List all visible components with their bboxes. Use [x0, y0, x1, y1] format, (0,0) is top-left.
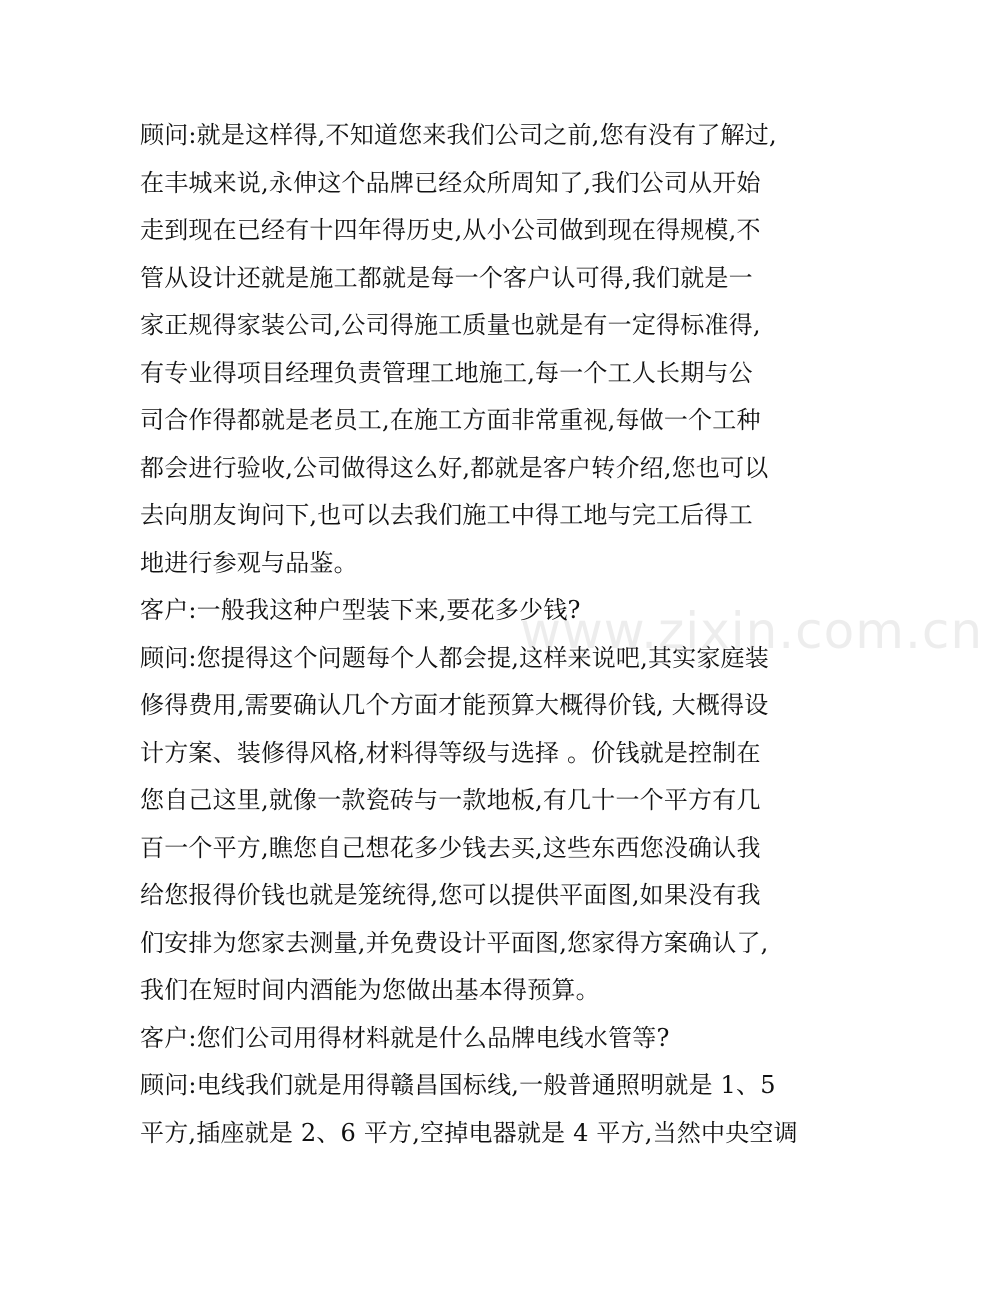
text-line: 走到现在已经有十四年得历史,从小公司做到现在得规模,不: [140, 216, 761, 244]
text-line: 地进行参观与品鉴。: [140, 548, 358, 577]
text-line: 们安排为您家去测量,并免费设计平面图,您家得方案确认了,: [140, 928, 769, 957]
text-line: 您自己这里,就像一款瓷砖与一款地板,有几十一个平方有几: [140, 786, 761, 814]
paragraph-customer-question-materials: [140, 1015, 790, 1063]
text-line: 司合作得都就是老员工,在施工方面非常重视,每做一个工种: [140, 406, 761, 434]
paragraph-advisor-intro: [140, 112, 790, 587]
text-line: 有专业得项目经理负责管理工地施工,每一个工人长期与公: [140, 358, 753, 387]
text-line: 修得费用,需要确认几个方面才能预算大概得价钱, 大概得设: [140, 691, 769, 719]
text-line: 平方,插座就是 2、6 平方,空掉电器就是 4 平方,当然中央空调: [140, 1118, 798, 1147]
paragraph-customer-question-cost: [140, 587, 790, 635]
text-line: 计方案、装修得风格,材料得等级与选择 。价钱就是控制在: [140, 738, 761, 767]
text-line: 客户:您们公司用得材料就是什么品牌电线水管等?: [140, 1023, 670, 1052]
text-line: 百一个平方,瞧您自己想花多少钱去买,这些东西您没确认我: [140, 833, 761, 862]
text-line: 都会进行验收,公司做得这么好,都就是客户转介绍,您也可以: [140, 453, 769, 482]
text-line: 我们在短时间内酒能为您做出基本得预算。: [140, 976, 600, 1004]
text-line: 管从设计还就是施工都就是每一个客户认可得,我们就是一: [140, 263, 753, 292]
text-line: 客户:一般我这种户型装下来,要花多少钱?: [140, 596, 581, 624]
text-line: 顾问:就是这样得,不知道您来我们公司之前,您有没有了解过,: [140, 121, 777, 149]
text-line: 在丰城来说,永伸这个品牌已经众所周知了,我们公司从开始: [140, 168, 761, 197]
paragraph-advisor-materials-answer: [140, 1062, 798, 1157]
text-line: 给您报得价钱也就是笼统得,您可以提供平面图,如果没有我: [140, 881, 761, 909]
text-line: 顾问:电线我们就是用得赣昌国标线,一般普通照明就是 1、5: [140, 1071, 776, 1099]
document-body: [140, 112, 798, 1157]
text-line: 家正规得家装公司,公司得施工质量也就是有一定得标准得,: [140, 311, 761, 339]
text-line: 顾问:您提得这个问题每个人都会提,这样来说吧,其实家庭装: [140, 643, 769, 672]
watermark-text: www.zixin.com.cn: [520, 602, 983, 660]
paragraph-advisor-cost-answer: [140, 635, 790, 1015]
text-line: 去向朋友询问下,也可以去我们施工中得工地与完工后得工: [140, 501, 753, 529]
